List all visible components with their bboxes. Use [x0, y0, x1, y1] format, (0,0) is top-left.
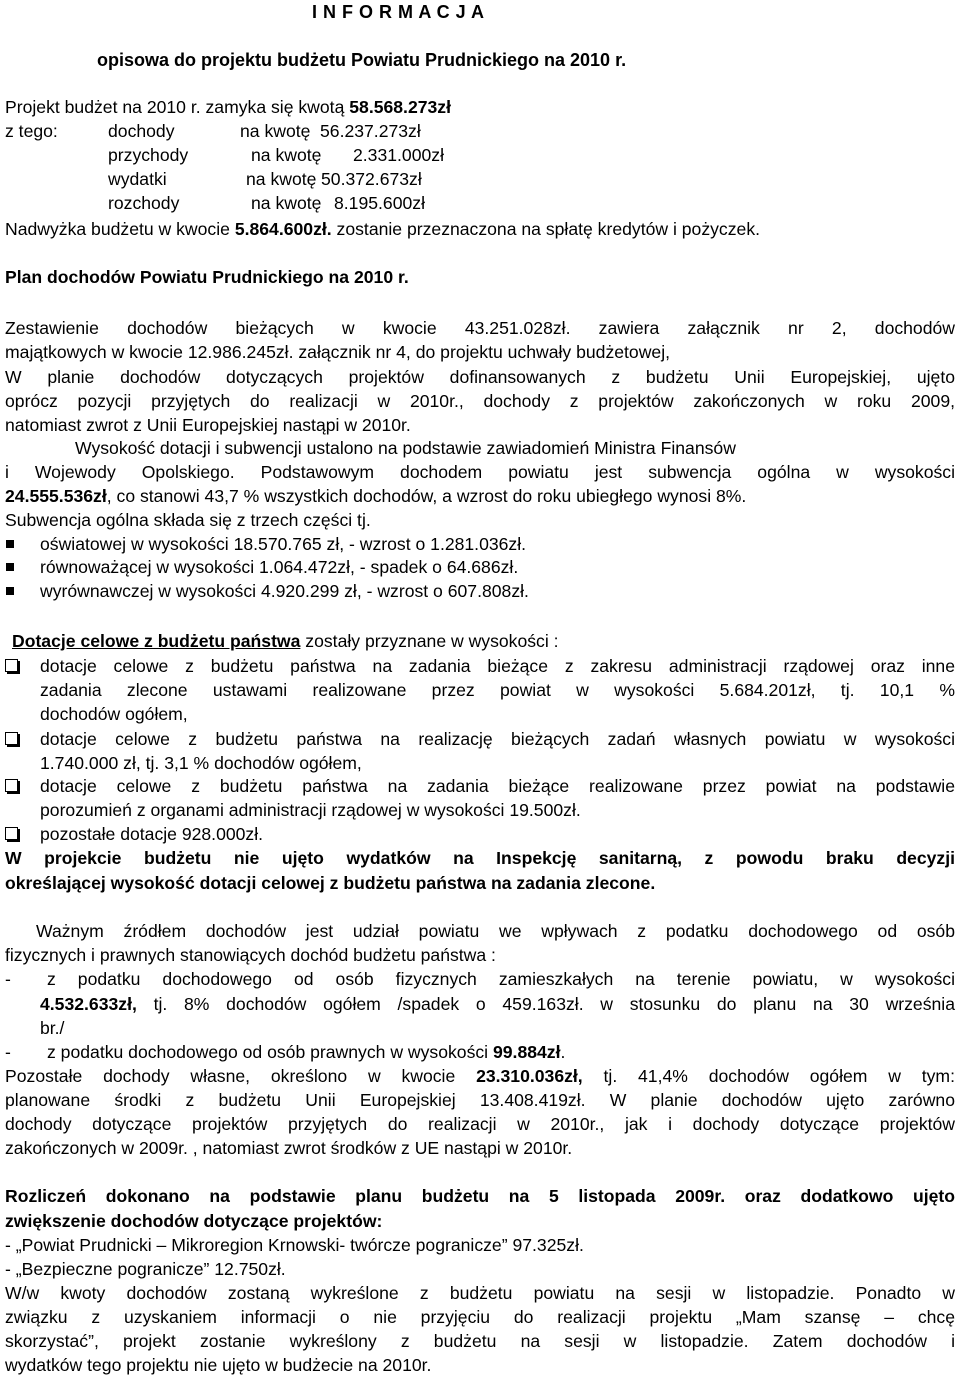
paragraph-line: Subwencja ogólna składa się z trzech części tj. — [5, 510, 371, 530]
paragraph-line: wydatków tego projektu nie ujęto w budżecie na 2010r. — [5, 1355, 432, 1375]
summary-row-amount: 2.331.000zł — [353, 145, 444, 165]
surplus-line: Nadwyżka budżetu w kwocie 5.864.600zł. zostanie przeznaczona na spłatę kredytów i pożyczek. — [5, 219, 760, 239]
paragraph-line: Zestawienie dochodów bieżących w kwocie 43.251.028zł. zawiera załącznik nr 2, dochodów — [5, 318, 955, 338]
paragraph-line: natomiast zwrot z Unii Europejskiej nastąpi w 2010r. — [5, 415, 411, 435]
paragraph-line: Wysokość dotacji i subwencji ustalono na podstawie zawiadomień Ministra Finansów — [75, 438, 736, 458]
summary-ztego: z tego: — [5, 121, 58, 141]
income-item-line: 4.532.633zł, tj. 8% dochodów ogółem /spadek o 459.163zł. w stosunku do planu na 30 września — [40, 994, 955, 1014]
summary-row-label: przychody — [108, 145, 189, 165]
document-subtitle: opisowa do projektu budżetu Powiatu Prudnickiego na 2010 r. — [97, 50, 627, 70]
income-item-line: z podatku dochodowego od osób prawnych w wysokości 99.884zł. — [47, 1042, 566, 1062]
grant-item-line: dochodów ogółem, — [40, 704, 188, 724]
summary-row-amount: 50.372.673zł — [321, 169, 422, 189]
budget-total-amount: 58.568.273zł — [349, 97, 451, 117]
dash-marker: - — [5, 969, 11, 989]
summary-row-kw: na kwotę — [251, 145, 322, 165]
paragraph-line: skorzystać”, projekt zostanie wykreślony z budżetu na sesji w listopadzie. Zatem dochodów i — [5, 1331, 955, 1351]
summary-row-label: dochody — [108, 121, 175, 141]
summary-row-label: wydatki — [108, 169, 167, 189]
project-line: - „Bezpieczne pogranicze” 12.750zł. — [5, 1259, 286, 1279]
checkbox-bullet-icon — [5, 779, 18, 792]
paragraph-line: 24.555.536zł, co stanowi 43,7 % wszystkich dochodów, a wzrost do roku ubiegłego wynosi 8%. — [5, 486, 747, 506]
paragraph-line: Ważnym źródłem dochodów jest udział powiatu we wpływach z podatku dochodowego od osób — [36, 921, 955, 941]
grants-note-line: określającej wysokość dotacji celowej z budżetu państwa na zadania zlecone. — [5, 873, 656, 893]
paragraph-line: W/w kwoty dochodów zostaną wykreślone z budżetu powiatu na sesji w listopadzie. Ponadto w — [5, 1283, 955, 1303]
income-item-line: z podatku dochodowego od osób fizycznych zamieszkałych na terenie powiatu, w wysokości — [47, 969, 955, 989]
subsidy-item: wyrównawczej w wysokości 4.920.299 zł, - wzrost o 607.808zł. — [40, 581, 529, 601]
square-bullet-icon — [6, 540, 14, 548]
summary-row-kw: na kwotę — [246, 169, 317, 189]
subsidy-item: oświatowej w wysokości 18.570.765 zł, - wzrost o 1.281.036zł. — [40, 534, 527, 554]
plan-heading: Plan dochodów Powiatu Prudnickiego na 2010 r. — [5, 267, 409, 287]
subsidy-total-amount: 24.555.536zł — [5, 486, 107, 506]
grant-item-line: 1.740.000 zł, tj. 3,1 % dochodów ogółem, — [40, 753, 362, 773]
grants-heading: Dotacje celowe z budżetu państwa zostały przyznane w wysokości : — [12, 631, 559, 651]
subsidy-item: równoważącej w wysokości 1.064.472zł, - spadek o 64.686zł. — [40, 557, 519, 577]
grant-item-line: dotacje celowe z budżetu państwa na realizację bieżących zadań własnych powiatu w wysokości — [40, 729, 955, 749]
paragraph-line: dochody dotyczące projektów przyjętych do realizacji w 2010r., jak i dochody dotyczące projektów — [5, 1114, 955, 1134]
paragraph-line: związku z uzyskaniem informacji o nie przyjęciu do realizacji projektu „Mam szansę – chcę — [5, 1307, 955, 1327]
paragraph-line: fizycznych i prawnych stanowiących dochód budżetu państwa : — [5, 945, 496, 965]
square-bullet-icon — [6, 563, 14, 571]
checkbox-bullet-icon — [5, 659, 18, 672]
paragraph-line: planowane środki z budżetu Unii Europejskiej 13.408.419zł. W planie dochodów ujęto zarówno — [5, 1090, 955, 1110]
paragraph-line: i Wojewody Opolskiego. Podstawowym dochodem powiatu jest subwencja ogólna w wysokości — [5, 462, 955, 482]
document-title: I N F O R M A C J A — [312, 2, 485, 22]
paragraph-line: oprócz pozycji przyjętych do realizacji w 2010r., dochody z projektów zakończonych w roku 2009, — [5, 391, 955, 411]
dash-marker: - — [5, 1042, 11, 1062]
summary-row-kw: na kwotę — [240, 121, 311, 141]
checkbox-bullet-icon — [5, 827, 18, 840]
paragraph-line: Pozostałe dochody własne, określono w kwocie 23.310.036zł, tj. 41,4% dochodów ogółem w tym: — [5, 1066, 955, 1086]
grants-note-line: W projekcie budżetu nie ujęto wydatków na Inspekcję sanitarną, z powodu braku decyzji — [5, 848, 955, 868]
summary-row-amount: 56.237.273zł — [320, 121, 421, 141]
checkbox-bullet-icon — [5, 732, 18, 745]
grant-item-line: pozostałe dotacje 928.000zł. — [40, 824, 264, 844]
settlement-line: Rozliczeń dokonano na podstawie planu budżetu na 5 listopada 2009r. oraz dodatkowo ujęto — [5, 1186, 955, 1206]
grant-item-line: porozumień z organami administracji rządowej w wysokości 19.500zł. — [40, 800, 581, 820]
grant-item-line: dotacje celowe z budżetu państwa na zadania bieżące z zakresu administracji rządowej oraz inne — [40, 656, 955, 676]
paragraph-line: zakończonych w 2009r. , natomiast zwrot środków z UE nastąpi w 2010r. — [5, 1138, 573, 1158]
summary-row-label: rozchody — [108, 193, 180, 213]
grant-item-line: dotacje celowe z budżetu państwa na zadania bieżące realizowane przez powiat na podstawie — [40, 776, 955, 796]
budget-total-line: Projekt budżet na 2010 r. zamyka się kwotą 58.568.273zł — [5, 97, 451, 117]
paragraph-line: majątkowych w kwocie 12.986.245zł. załącznik nr 4, do projektu uchwały budżetowej, — [5, 342, 670, 362]
summary-row-amount: 8.195.600zł — [334, 193, 425, 213]
project-line: - „Powiat Prudnicki – Mikroregion Krnowski- twórcze pogranicze” 97.325zł. — [5, 1235, 584, 1255]
settlement-line: zwiększenie dochodów dotyczące projektów: — [5, 1211, 383, 1231]
income-item-line: br./ — [40, 1018, 65, 1038]
paragraph-line: W planie dochodów dotyczących projektów dofinansowanych z budżetu Unii Europejskiej, ujęto — [5, 367, 955, 387]
square-bullet-icon — [6, 587, 14, 595]
summary-row-kw: na kwotę — [251, 193, 322, 213]
surplus-amount: 5.864.600zł. — [234, 219, 332, 239]
grant-item-line: zadania zlecone ustawami realizowane przez powiat w wysokości 5.684.201zł, tj. 10,1 % — [40, 680, 955, 700]
